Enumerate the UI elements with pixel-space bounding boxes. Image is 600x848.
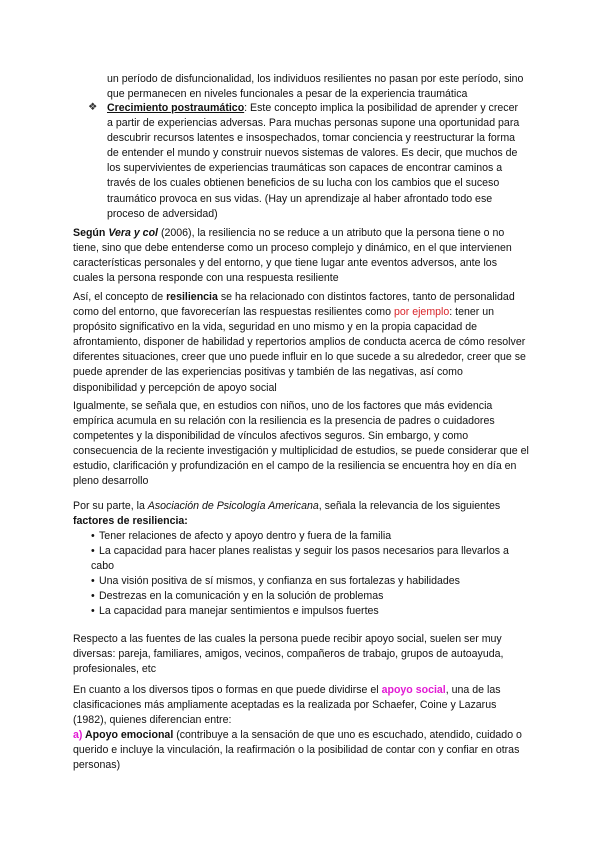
bullet-icon: •: [91, 545, 95, 558]
tipos-text: , una de las clasificaciones más ampliamente aceptadas es la realizada por Schaefer, Coine y Lazarus (1982), quienes diferencian entre:: [73, 684, 501, 727]
list-item: • La capacidad para hacer planes realistas y seguir los pasos necesarios para llevarlos a cabo: [91, 545, 509, 573]
emocional-text: (contribuye a la sensación de que uno es escuchado, atendido, cuidado o querido e incluye la vinculación, la reafirmación o la posibilidad de contar con y confiar en otras personas): [73, 729, 522, 772]
paragraph-fuentes: Respecto a las fuentes de las cuales la persona puede recibir apoyo social, suelen ser muy diversas: pareja, familiares, amigos, vecinos, compañeros de trabajo, grupos de autoayuda, profesionales, etc: [73, 633, 504, 676]
term-crecimiento: Crecimiento postraumático: [107, 102, 245, 114]
list-item: • Tener relaciones de afecto y apoyo dentro y fuera de la familia: [88, 529, 528, 544]
apa-lead: Por su parte, la: [73, 500, 148, 512]
factores-list: [88, 529, 528, 620]
term-apoyo-social: apoyo social: [381, 684, 446, 696]
bullet-icon: •: [91, 530, 95, 542]
tipos-lead: En cuanto a los diversos tipos o formas en que puede dividirse el: [73, 684, 382, 696]
paragraph-emocional: [73, 728, 529, 773]
apa-text: , señala la relevancia de los siguientes: [318, 500, 501, 512]
segun-text: (2006), la resiliencia no se reduce a un atributo que la persona tiene o no tiene, sino que debe entenderse como un proceso complejo y dinámico, en el que intervienen características personales y del entorno, y que tiene lugar ante eventos adversos, ante los cuales la persona responde con una respuesta resiliente: [73, 227, 512, 285]
crecimiento-text: : Este concepto implica la posibilidad de aprender y crecer a partir de experiencias adversas. Para muchas personas supone una oportunidad para descubrir recursos latentes e insospechados, tomar conciencia y reestructurar la forma de entender el mundo y construir nuevos sistemas de valores. Es decir, que muchos de los supervivientes de experiencias traumáticas son capaces de encontrar caminos a través de los cuales obtienen beneficios de su lucha con los cambios que el suceso traumático provoca en sus vidas. (Hay un aprendizaje al haber afrontado todo ese proceso de adversidad): [107, 102, 520, 220]
term-apoyo-emocional: Apoyo emocional: [82, 729, 174, 741]
author-vera: Vera y col: [108, 227, 158, 239]
paragraph-crecimiento: [107, 101, 525, 222]
bullet-icon: •: [91, 590, 95, 603]
paragraph-tipos: [73, 683, 529, 728]
paragraph-asi: [73, 290, 529, 396]
asi-mid: se ha relacionado con distintos factores, tanto de personalidad como del entorno, que favorecerían las respuestas resilientes como: [73, 291, 515, 319]
paragraph-segun: [73, 226, 529, 286]
paragraph-igualmente: Igualmente, se señala que, en estudios con niños, uno de los factores que más evidencia empírica acumula en su relación con la resiliencia es la presencia de padres o cuidadores competentes y la disponibilidad de vínculos afectivos seguros. Sin embargo, y como consecuencia de la reciente investigación y multiplicidad de estudios, se puede considerar que el estudio, clarificación y profundización en el campo de la resiliencia se encuentra hoy en día en pleno desarrollo: [73, 400, 529, 488]
por-ejemplo: por ejemplo: [393, 306, 450, 319]
bullet-icon: •: [91, 605, 95, 618]
segun-lead: Según: [73, 227, 109, 239]
diamond-bullet-icon: ❖: [88, 101, 98, 113]
term-resiliencia: resiliencia: [166, 291, 218, 303]
asi-text: : tener un propósito significativo en la vida, seguridad en uno mismo y en la propia capacidad de afrontamiento, disponer de habilidad y repertorios amplios de conducta acerca de cómo resolver diferentes situaciones, creer que uno puede influir en lo que sucede a su alrededor, creer que se puede aprender de las experiencias positivas y también de las negativas, así como disponibilidad y percepción de apoyo social: [73, 306, 526, 394]
list-item: • La capacidad para manejar sentimientos e impulsos fuertes: [88, 604, 528, 619]
bullet-icon: •: [91, 575, 95, 588]
list-item: • Destrezas en la comunicación y en la solución de problemas: [88, 589, 528, 604]
list-item: • Una visión positiva de sí mismos, y confianza en sus fortalezas y habilidades: [88, 574, 528, 589]
label-a: a): [73, 729, 83, 741]
apa-org: Asociación de Psicología Americana: [147, 500, 319, 512]
paragraph-continuation: un período de disfuncionalidad, los individuos resilientes no pasan por este período, sino que permanecen en niveles funcionales a pesar de la experiencia traumática: [107, 73, 524, 101]
term-factores: factores de resiliencia:: [73, 515, 188, 528]
asi-lead: Así, el concepto de: [73, 291, 167, 303]
paragraph-apa: [73, 499, 529, 529]
